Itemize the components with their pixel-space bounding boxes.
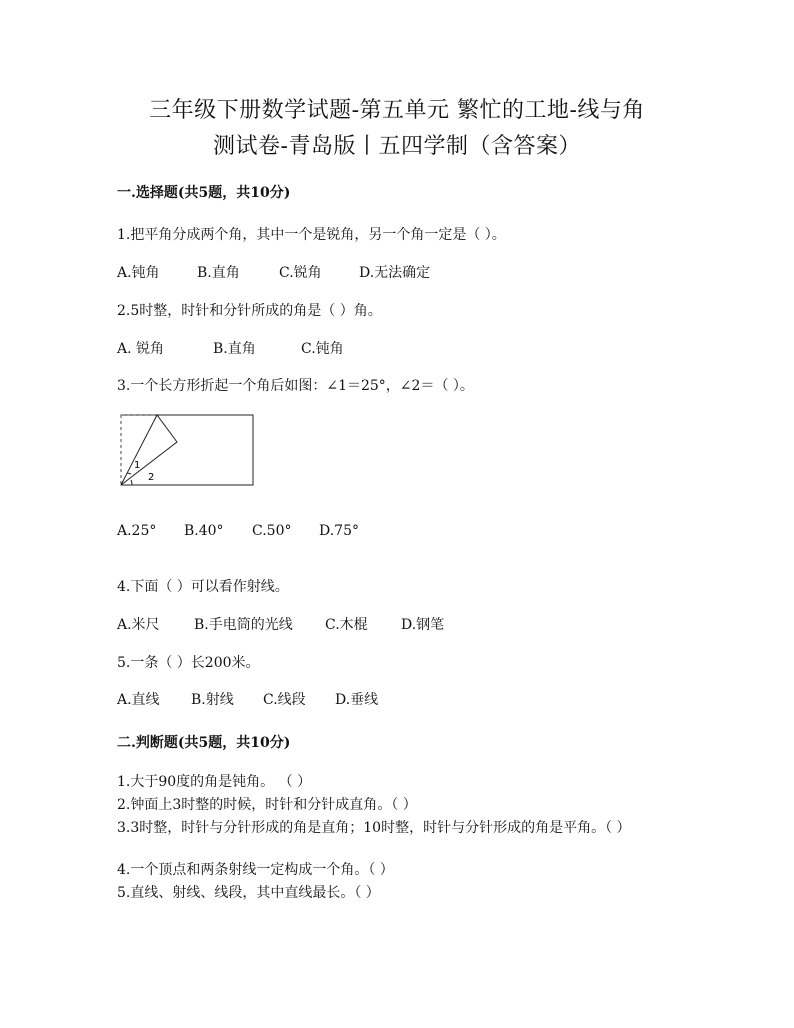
option-c: C.50°: [252, 523, 292, 539]
question-3-text: 3.一个长方形折起一个角后如图：∠1＝25°，∠2＝（ ）。: [117, 378, 474, 394]
angle-1-label: 1: [134, 460, 141, 471]
section-heading-choice: 一.选择题(共5题，共10分): [117, 185, 291, 201]
option-a: A.钝角: [117, 265, 160, 281]
question-2-options: [117, 338, 344, 358]
option-b: B.直角: [213, 341, 256, 357]
true-false-item-3: 3.3时整，时针与分针形成的角是直角；10时整，时针与分针形成的角是平角。（ ）: [117, 820, 631, 836]
question-2-text: 2.5时整，时针和分针所成的角是（ ）角。: [117, 303, 382, 319]
angle-2-arc: [131, 480, 132, 485]
section-heading-true-false: 二.判断题(共5题，共10分): [117, 735, 291, 751]
folded-rectangle-figure: [117, 412, 257, 488]
true-false-item-4: 4.一个顶点和两条射线一定构成一个角。（ ）: [117, 862, 394, 878]
option-c: C.木棍: [325, 617, 368, 633]
option-b: B.手电筒的光线: [194, 617, 293, 633]
option-c: C.锐角: [279, 265, 322, 281]
option-c: C.钝角: [301, 341, 344, 357]
question-5-text: 5.一条（ ）长200米。: [117, 655, 260, 671]
question-4-options: [117, 614, 444, 634]
option-d: D.垂线: [335, 692, 379, 708]
option-a: A.米尺: [117, 617, 160, 633]
true-false-item-2: 2.钟面上3时整的时候，时针和分针成直角。（ ）: [117, 797, 417, 813]
rectangle-outline: [121, 415, 253, 485]
question-5-options: [117, 689, 378, 709]
angle-1-arc: [127, 473, 131, 474]
option-a: A.直线: [117, 692, 160, 708]
option-d: D.75°: [319, 523, 359, 539]
question-3-options: [117, 523, 359, 539]
page-title-line-1: 三年级下册数学试题-第五单元 繁忙的工地-线与角: [149, 98, 645, 123]
true-false-item-1: 1.大于90度的角是钝角。 （ ）: [117, 774, 312, 790]
true-false-item-5: 5.直线、射线、线段，其中直线最长。（ ）: [117, 885, 380, 901]
angle-2-label: 2: [148, 472, 155, 483]
option-c: C.线段: [263, 692, 306, 708]
option-a: A.25°: [117, 523, 157, 539]
page-title-line-2: 测试卷-青岛版丨五四学制（含答案）: [213, 134, 581, 159]
option-d: D.钢笔: [401, 617, 445, 633]
option-d: D.无法确定: [359, 265, 431, 281]
option-a: A. 锐角: [117, 341, 165, 357]
question-4-text: 4.下面（ ）可以看作射线。: [117, 579, 289, 595]
option-b: B.直角: [197, 265, 240, 281]
option-b: B.40°: [184, 523, 224, 539]
option-b: B.射线: [191, 692, 234, 708]
question-1-options: [117, 262, 430, 282]
question-1-text: 1.把平角分成两个角，其中一个是锐角，另一个角一定是（ ）。: [117, 227, 506, 243]
